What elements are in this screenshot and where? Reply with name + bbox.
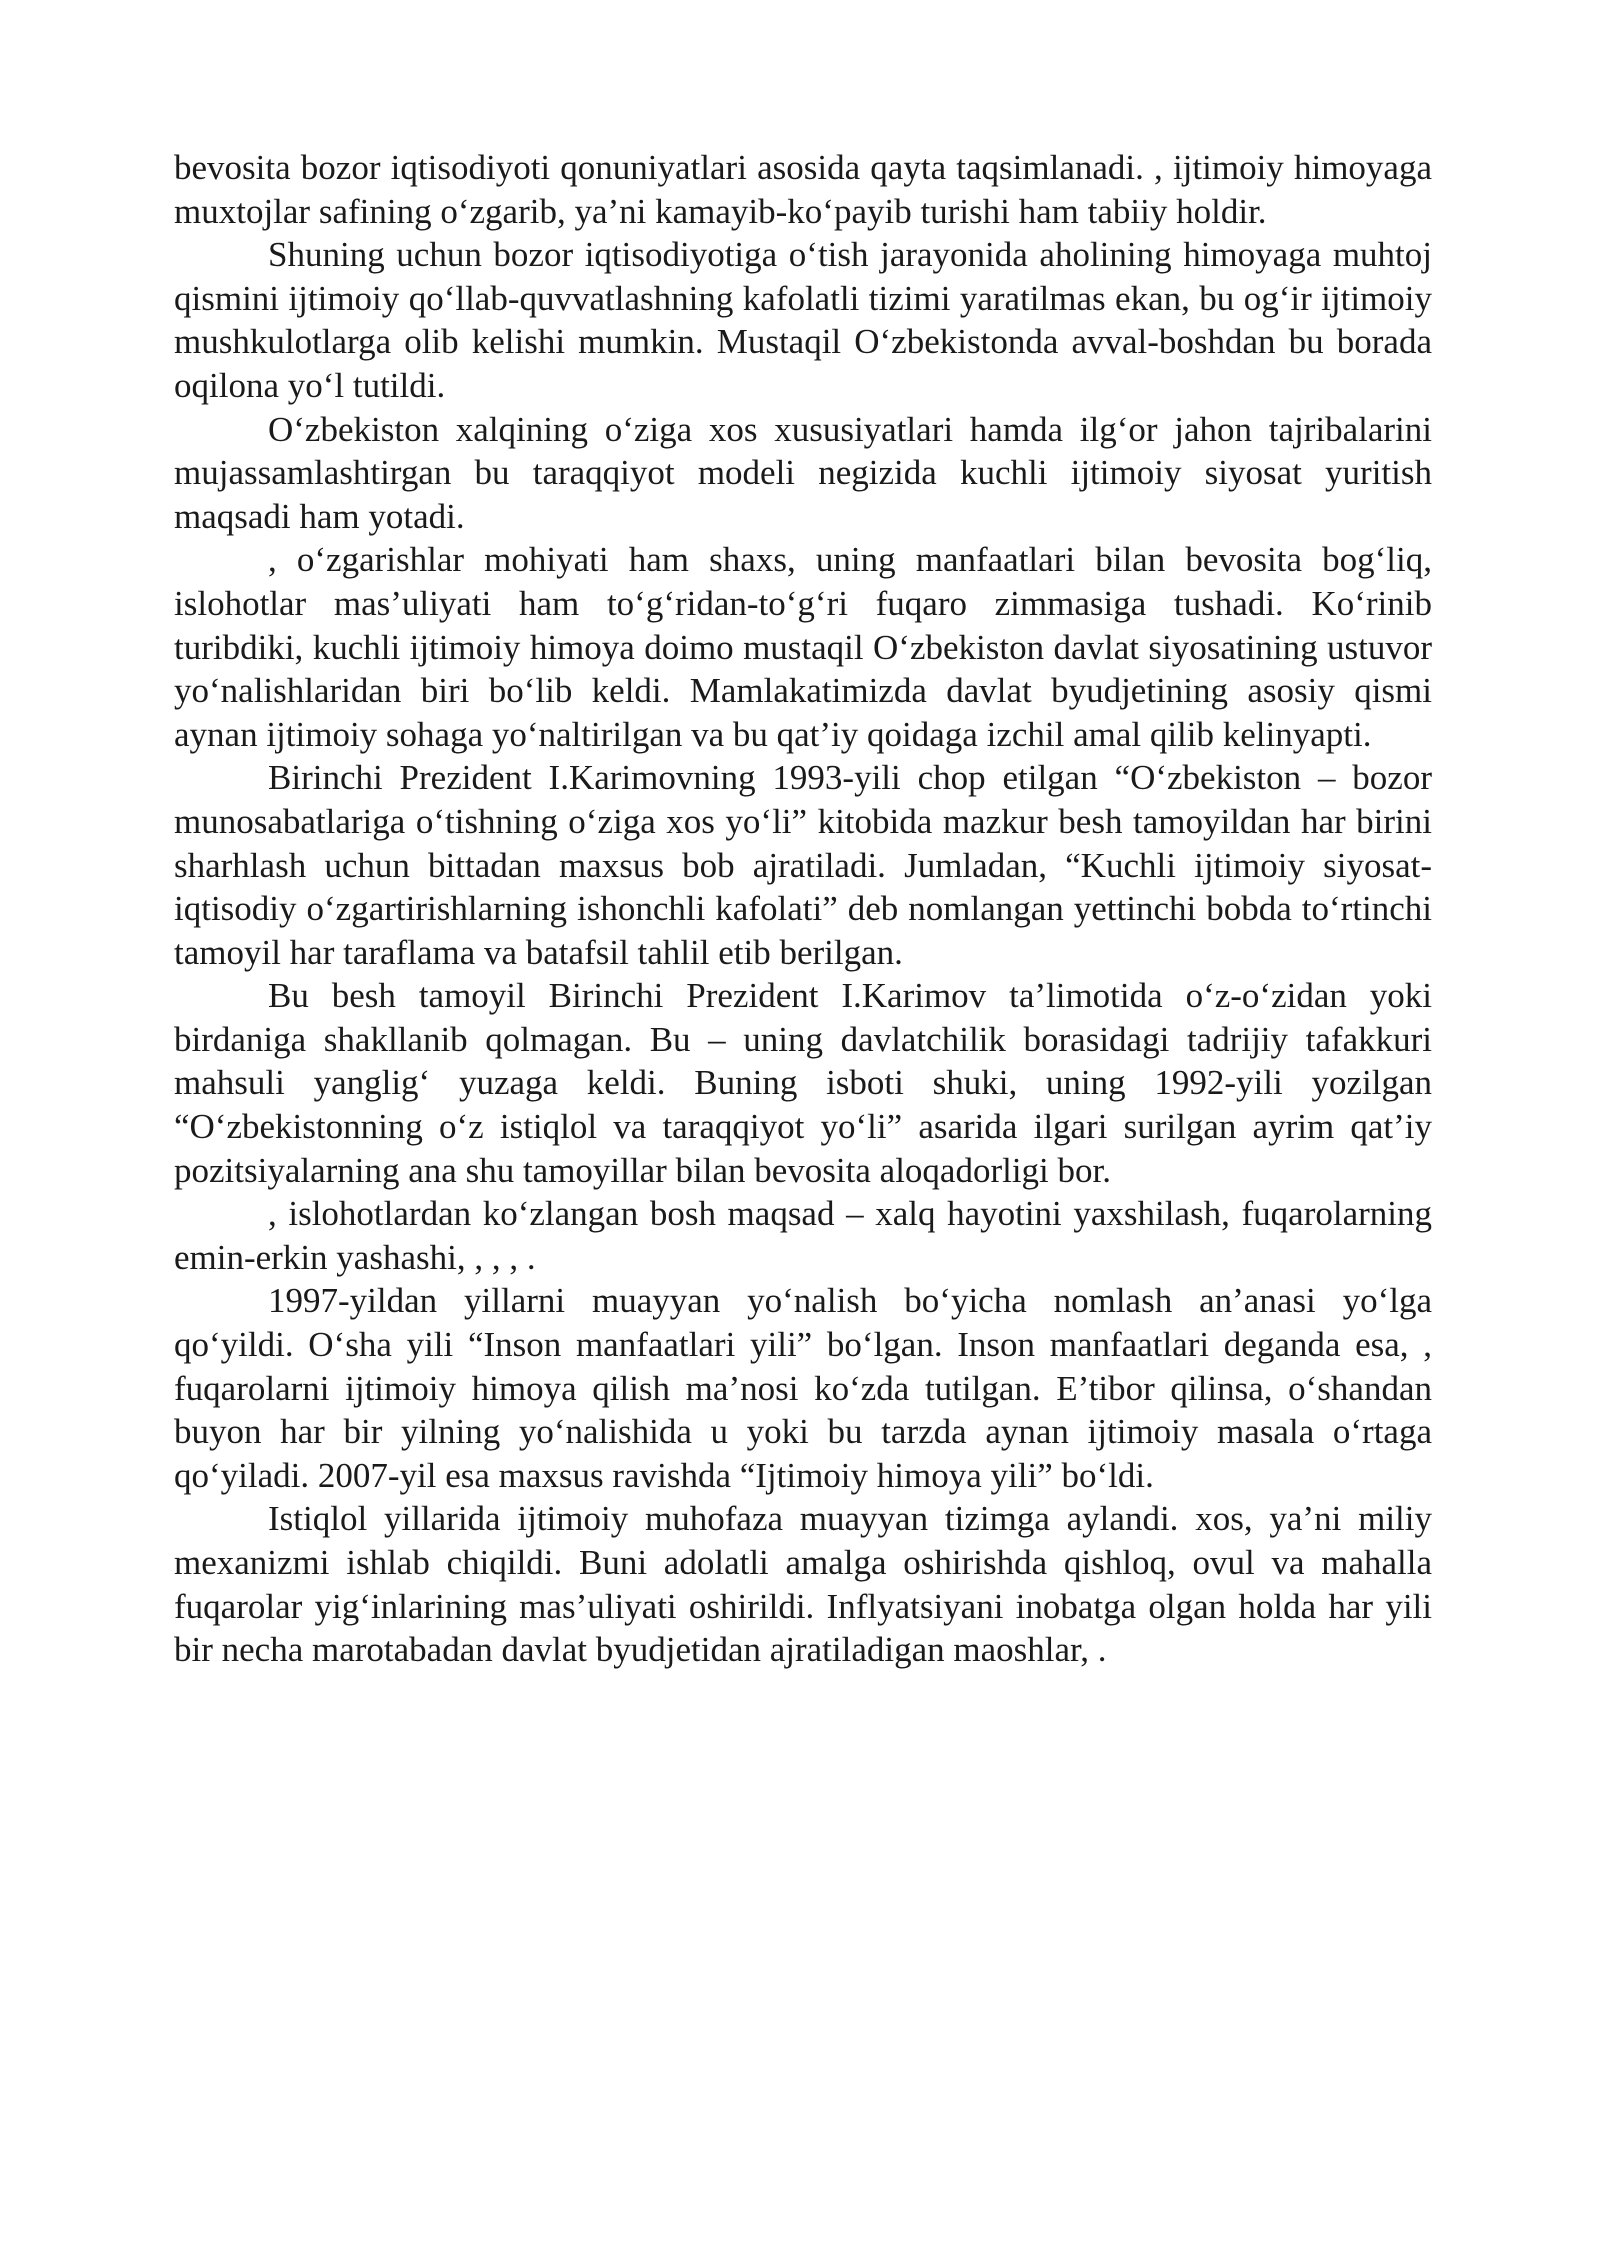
- paragraph-7: , islohotlardan ko‘zlangan bosh maqsad – xalq hayotini yaxshilash, fuqarolarning emin-erkin yashashi, , , , .: [174, 1194, 1432, 1277]
- paragraph-6: Bu besh tamoyil Birinchi Prezident I.Karimov ta’limotida o‘z-o‘zidan yoki birdaniga shakllanib qolmagan. Bu – uning davlatchilik borasidagi tadrijiy tafakkuri mahsuli yanglig‘ yuzaga keldi. Buning isboti shuki, uning 1992-yili yozilgan “O‘zbekistonning o‘z istiqlol va taraqqiyot yo‘li” asarida ilgari surilgan ayrim qat’iy pozitsiyalarning ana shu tamoyillar bilan bevosita aloqadorligi bor.: [174, 976, 1432, 1190]
- paragraph-1: bevosita bozor iqtisodiyoti qonuniyatlari asosida qayta taqsimlanadi. , ijtimoiy himoyaga muxtojlar safining o‘zgarib, ya’ni kamayib-ko‘payib turishi ham tabiiy holdir.: [174, 148, 1432, 231]
- document-body: [174, 146, 1432, 1672]
- paragraph-3: O‘zbekiston xalqining o‘ziga xos xususiyatlari hamda ilg‘or jahon tajribalarini mujassamlashtirgan bu taraqqiyot modeli negizida kuchli ijtimoiy siyosat yuritish maqsadi ham yotadi.: [174, 409, 1432, 536]
- paragraph-2: Shuning uchun bozor iqtisodiyotiga o‘tish jarayonida aholining himoyaga muhtoj qismini ijtimoiy qo‘llab-quvvatlashning kafolatli tizimi yaratilmas ekan, bu og‘ir ijtimoiy mushkulotlarga olib kelishi mumkin. Mustaqil O‘zbekistonda avval-boshdan bu borada oqilona yo‘l tutildi.: [174, 235, 1432, 405]
- paragraph-5: Birinchi Prezident I.Karimovning 1993-yili chop etilgan “O‘zbekiston – bozor munosabatlariga o‘tishning o‘ziga xos yo‘li” kitobida mazkur besh tamoyildan har birini sharhlash uchun bittadan maxsus bob ajratiladi. Jumladan, “Kuchli ijtimoiy siyosat-iqtisodiy o‘zgartirishlarning ishonchli kafolati” deb nomlangan yettinchi bobda to‘rtinchi tamoyil har taraflama va batafsil tahlil etib berilgan.: [174, 758, 1432, 972]
- paragraph-8: 1997-yildan yillarni muayyan yo‘nalish bo‘yicha nomlash an’anasi yo‘lga qo‘yildi. O‘sha yili “Inson manfaatlari yili” bo‘lgan. Inson manfaatlari deganda esa, , fuqarolarni ijtimoiy himoya qilish ma’nosi ko‘zda tutilgan. E’tibor qilinsa, o‘shandan buyon har bir yilning yo‘nalishida u yoki bu tarzda aynan ijtimoiy masala o‘rtaga qo‘yiladi. 2007-yil esa maxsus ravishda “Ijtimoiy himoya yili” bo‘ldi.: [174, 1281, 1432, 1495]
- paragraph-9: Istiqlol yillarida ijtimoiy muhofaza muayyan tizimga aylandi. xos, ya’ni miliy mexanizmi ishlab chiqildi. Buni adolatli amalga oshirishda qishloq, ovul va mahalla fuqarolar yig‘inlarining mas’uliyati oshirildi. Inflyatsiyani inobatga olgan holda har yili bir necha marotabadan davlat byudjetidan ajratiladigan maoshlar, .: [174, 1499, 1432, 1670]
- paragraph-4: , o‘zgarishlar mohiyati ham shaxs, uning manfaatlari bilan bevosita bog‘liq, islohotlar mas’uliyati ham to‘g‘ridan-to‘g‘ri fuqaro zimmasiga tushadi. Ko‘rinib turibdiki, kuchli ijtimoiy himoya doimo mustaqil O‘zbekiston davlat siyosatining ustuvor yo‘nalishlaridan biri bo‘lib keldi. Mamlakatimizda davlat byudjetining asosiy qismi aynan ijtimoiy sohaga yo‘naltirilgan va bu qat’iy qoidaga izchil amal qilib kelinyapti.: [174, 540, 1432, 754]
